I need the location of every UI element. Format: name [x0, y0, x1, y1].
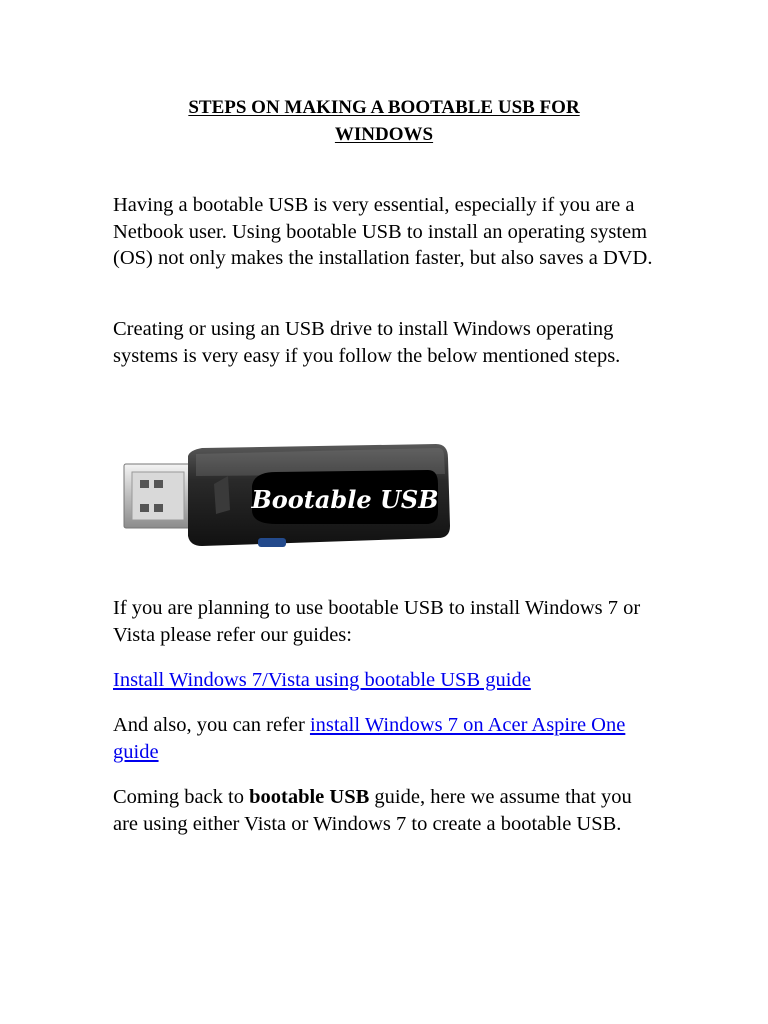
coming-back-paragraph	[113, 784, 658, 837]
coming-suffix-text: guide, here we assume that you are using either Vista or Windows 7 to create a bootable USB.	[113, 786, 632, 835]
bootable-usb-image	[118, 414, 480, 576]
intro-paragraph: Having a bootable USB is very essential, especially if you are a Netbook user. Using bootable USB to install an operating system (OS) not only makes the installation faster, but also saves a DVD.	[113, 194, 653, 270]
planning-paragraph: If you are planning to use bootable USB to install Windows 7 or Vista please refer our guides:	[113, 597, 641, 646]
install-guide-link[interactable]: Install Windows 7/Vista using bootable USB guide	[113, 669, 531, 691]
title-line-2: WINDOWS	[334, 124, 434, 145]
guide-link-paragraph	[113, 667, 658, 694]
creating-paragraph: Creating or using an USB drive to install Windows operating systems is very easy if you follow the below mentioned steps.	[113, 318, 621, 367]
coming-prefix-text: Coming back to	[113, 786, 250, 808]
title-line-1: STEPS ON MAKING A BOOTABLE USB FOR	[188, 97, 580, 118]
usb-label-text: Bootable USB	[251, 485, 439, 514]
usb-drive-illustration	[118, 414, 480, 576]
usb-label	[250, 470, 438, 524]
acer-aspire-guide-link[interactable]: install Windows 7 on Acer Aspire One guide	[113, 714, 626, 763]
acer-prefix-text: And also, you can refer	[113, 714, 310, 736]
usb-connector	[124, 464, 192, 528]
bootable-usb-bold: bootable USB	[249, 786, 370, 808]
usb-slider	[258, 538, 286, 547]
acer-paragraph	[113, 712, 658, 765]
document-title	[113, 94, 655, 148]
